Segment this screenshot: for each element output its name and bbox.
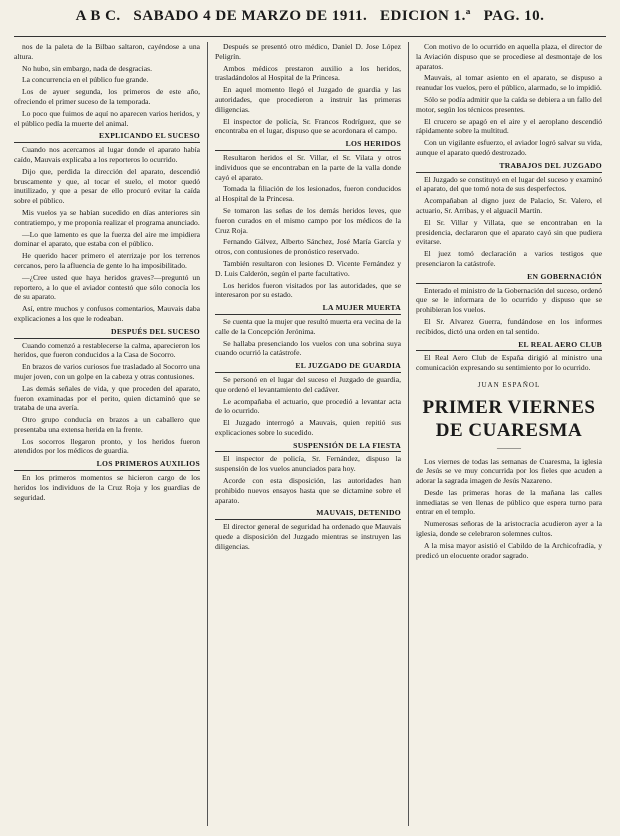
- section-heading: MAUVAIS, DETENIDO: [215, 508, 401, 520]
- page-header: [0, 8, 620, 34]
- paragraph: El inspector de policía, Sr. Fernández, dispuso la suspensión de los vuelos anunciados para hoy.: [215, 454, 401, 474]
- header-page: PAG. 10.: [483, 8, 545, 24]
- section-heading: LA MUJER MUERTA: [215, 303, 401, 315]
- paragraph: Los heridos fueron visitados por las autoridades, que se interesaron por su estado.: [215, 280, 401, 300]
- paragraph: Así, entre muchos y confusos comentarios, Mauvais daba explicaciones a los que le rodeaban.: [14, 304, 200, 323]
- section-heading: EL JUZGADO DE GUARDIA: [215, 361, 401, 373]
- author-signature: JUAN ESPAÑOL: [477, 380, 541, 389]
- paragraph: Lo poco que fuimos de aquí no aparecen varios heridos, y el público pedía la muerte del animal.: [14, 108, 200, 128]
- paragraph: Resultaron heridos el Sr. Villar, el Sr. Vilata y otros individuos que se encontraban en la parte de la valla donde cayó el aparato.: [215, 152, 401, 182]
- paragraph: Fernando Gálvez, Alberto Sánchez, José María García y otros, con contusiones de pronóstico reservado.: [215, 237, 401, 257]
- paragraph: El Juzgado interrogó a Mauvais, quien repitió sus explicaciones sobre lo sucedido.: [215, 418, 401, 437]
- column-2: [215, 42, 401, 826]
- paragraph: Acorde con esta disposición, las autoridades han prohibido nuevos ensayos hasta que se dictamine sobre el aparato.: [215, 476, 401, 505]
- paragraph: Los viernes de todas las semanas de Cuaresma, la iglesia de Jesús se ve muy concurrida por los fieles que acuden a adorar la sagrada imagen de Jesús Nazareno.: [416, 456, 602, 486]
- section-heading: TRABAJOS DEL JUZGADO: [416, 161, 602, 173]
- paragraph: Los socorros llegaron pronto, y los heridos fueron atendidos por los médicos de guardia.: [14, 436, 200, 456]
- section-heading: EL REAL AERO CLUB: [416, 340, 602, 352]
- paragraph: —Lo que lamento es que la fuerza del aire me impidiera dominar el aparato, que estaba con el público.: [14, 229, 200, 249]
- section-heading: LOS HERIDOS: [215, 139, 401, 151]
- header-edition: EDICION 1.ª: [380, 8, 471, 24]
- paragraph: Mis vuelos ya se habían sucedido en días anteriores sin contratiempo, y me proponía realizar el programa anunciado.: [14, 207, 200, 227]
- paragraph: En brazos de varios curiosos fue trasladado al Socorro una mujer joven, con un golpe en la cabeza y otras contusiones.: [14, 362, 200, 381]
- article-headline: DE CUARESMA: [435, 419, 583, 441]
- section-heading: EN GOBERNACIÓN: [416, 272, 602, 284]
- paragraph: Se tomaron las señas de los demás heridos leves, que fueron curados en el mismo campo por los médicos de la Cruz Roja.: [215, 205, 401, 235]
- section-heading: LOS PRIMEROS AUXILIOS: [14, 459, 200, 471]
- paragraph: He querido hacer primero el aterrizaje por los terrenos cercanos, pero la afluencia de gente lo ha imposibilitado.: [14, 251, 200, 270]
- paragraph: En los primeros momentos se hicieron cargo de los heridos los individuos de la Cruz Roja y los guardias de seguridad.: [14, 473, 200, 502]
- paragraph: El director general de seguridad ha ordenado que Mauvais quede a disposición del Juzgado mientras se instruyen las diligencias.: [215, 522, 401, 551]
- article-headline: PRIMER VIERNES: [422, 396, 596, 418]
- paragraph: Acompañaban al digno juez de Palacio, Sr. Valero, el actuario, Sr. Arribas, y el alguacil Martín.: [416, 196, 602, 215]
- ornament-divider: ———: [497, 442, 521, 452]
- section-heading: SUSPENSIÓN DE LA FIESTA: [215, 441, 401, 453]
- paragraph: Con un vigilante esfuerzo, el aviador logró salvar su vida, aunque el aparato quedó destrozado.: [416, 138, 602, 157]
- paragraph: Cuando comenzó a restablecerse la calma, aparecieron los heridos, que fueron conducidos a la Casa de Socorro.: [14, 340, 200, 360]
- paragraph: No hubo, sin embargo, nada de desgracias.: [22, 63, 152, 73]
- header-rule: [14, 36, 606, 37]
- column-divider: [207, 42, 208, 826]
- paragraph: Dijo que, perdida la dirección del aparato, descendió bruscamente y que, al tocar el suelo, el motor quedó inutilizado, y que a pesar de ello procuró evitar la caída sobre el público.: [14, 166, 200, 206]
- paragraph: El Real Aero Club de España dirigió al ministro una comunicación expresando su sentimiento por lo ocurrido.: [416, 353, 602, 373]
- paragraph: El Juzgado se constituyó en el lugar del suceso y examinó el aparato, del que tomó nota de sus desperfectos.: [416, 174, 602, 194]
- paragraph: Le acompañaba el actuario, que procedió a levantar acta de lo ocurrido.: [215, 396, 401, 416]
- paragraph: nos de la paleta de la Bilbao saltaron, cayéndose a una altura.: [14, 42, 200, 61]
- paragraph: Tomada la filiación de los lesionados, fueron conducidos al Hospital de la Princesa.: [215, 184, 401, 204]
- column-3: [416, 42, 602, 826]
- paper-name: A B C.: [75, 8, 121, 24]
- paragraph: También resultaron con lesiones D. Vicente Fernández y D. Luis Calderón, según el parte facultativo.: [215, 258, 401, 278]
- paragraph: El inspector de policía, Sr. Francos Rodríguez, que se encontraba en el lugar, dispuso que se acordonara el campo.: [215, 116, 401, 136]
- paragraph: —¿Cree usted que haya heridos graves?—preguntó un reportero, a lo que el aviador contestó que sólo conocía los de su aparato.: [14, 272, 200, 302]
- paragraph: Enterado el ministro de la Gobernación del suceso, ordenó que se le informara de lo ocurrido y dispuso que se prohibieran los vuelos.: [416, 285, 602, 315]
- paragraph: Con motivo de lo ocurrido en aquella plaza, el director de la Aviación dispuso que se procediese al desmontaje de los aparatos.: [416, 42, 602, 71]
- paragraph: El Sr. Villar y Villata, que se encontraban en la presidencia, declararon que el aparato cayó sin que pudiera evitarse.: [416, 217, 602, 247]
- paragraph: La concurrencia en el público fue grande.: [22, 75, 149, 85]
- paragraph: El crucero se apagó en el aire y el aeroplano descendió rápidamente sobre la multitud.: [416, 116, 602, 136]
- paragraph: Los de ayuer segunda, los primeros de este año, ofreciendo el primer suceso de la temporada.: [14, 87, 200, 106]
- paragraph: Numerosas señoras de la aristocracia acudieron ayer a la iglesia, donde se celebraron solemnes cultos.: [416, 519, 602, 539]
- column-divider: [408, 42, 409, 826]
- paragraph: Se hallaba presenciando los vuelos con una sobrina suya cuando ocurrió la catástrofe.: [215, 338, 401, 358]
- paragraph: Mauvais, al tomar asiento en el aparato, se dispuso a reanudar los vuelos, pero el público, alarmado, se lo impidió.: [416, 73, 602, 93]
- paragraph: Después se presentó otro médico, Daniel D. Jose López Peligrín.: [215, 42, 401, 61]
- paragraph: El juez tomó declaración a varios testigos que presenciaron la catástrofe.: [416, 249, 602, 268]
- paragraph: Ambos médicos prestaron auxilio a los heridos, trasladándolos al Hospital de la Princesa.: [215, 63, 401, 83]
- paragraph: Las demás señales de vida, y que proceden del aparato, fueron examinadas por el perito, quien dictaminó que se trataba de una avería.: [14, 383, 200, 413]
- column-1: [14, 42, 200, 826]
- paragraph: Se personó en el lugar del suceso el Juzgado de guardia, que ordenó el levantamiento del cadáver.: [215, 374, 401, 394]
- paragraph: Otro grupo conducía en brazos a un caballero que presentaba una extensa herida en la frente.: [14, 415, 200, 434]
- paragraph: Desde las primeras horas de la mañana las calles inmediatas se ven llenas de público que espera turno para entrar en el templo.: [416, 487, 602, 517]
- section-heading: DESPUÉS DEL SUCESO: [14, 327, 200, 339]
- paragraph: Cuando nos acercamos al lugar donde el aparato había caído, Mauvais explicaba a los reporteros lo ocurrido.: [14, 145, 200, 164]
- paragraph: Sólo se podía admitir que la caída se debiera a un fallo del motor, según los técnicos presentes.: [416, 94, 602, 114]
- paragraph: A la misa mayor asistió el Cabildo de la Archicofradía, y predicó un elocuente orador sagrado.: [416, 540, 602, 560]
- paragraph: Se cuenta que la mujer que resultó muerta era vecina de la calle de la Concepción Jerónima.: [215, 316, 401, 336]
- paragraph: El Sr. Alvarez Guerra, fundándose en los informes recibidos, dictó una orden en tal sentido.: [416, 316, 602, 336]
- section-heading: EXPLICANDO EL SUCESO: [14, 131, 200, 143]
- header-date: SABADO 4 DE MARZO DE 1911.: [133, 8, 368, 24]
- paragraph: En aquel momento llegó el Juzgado de guardia y las autoridades, que procedieron a instruir las primeras diligencias.: [215, 85, 401, 114]
